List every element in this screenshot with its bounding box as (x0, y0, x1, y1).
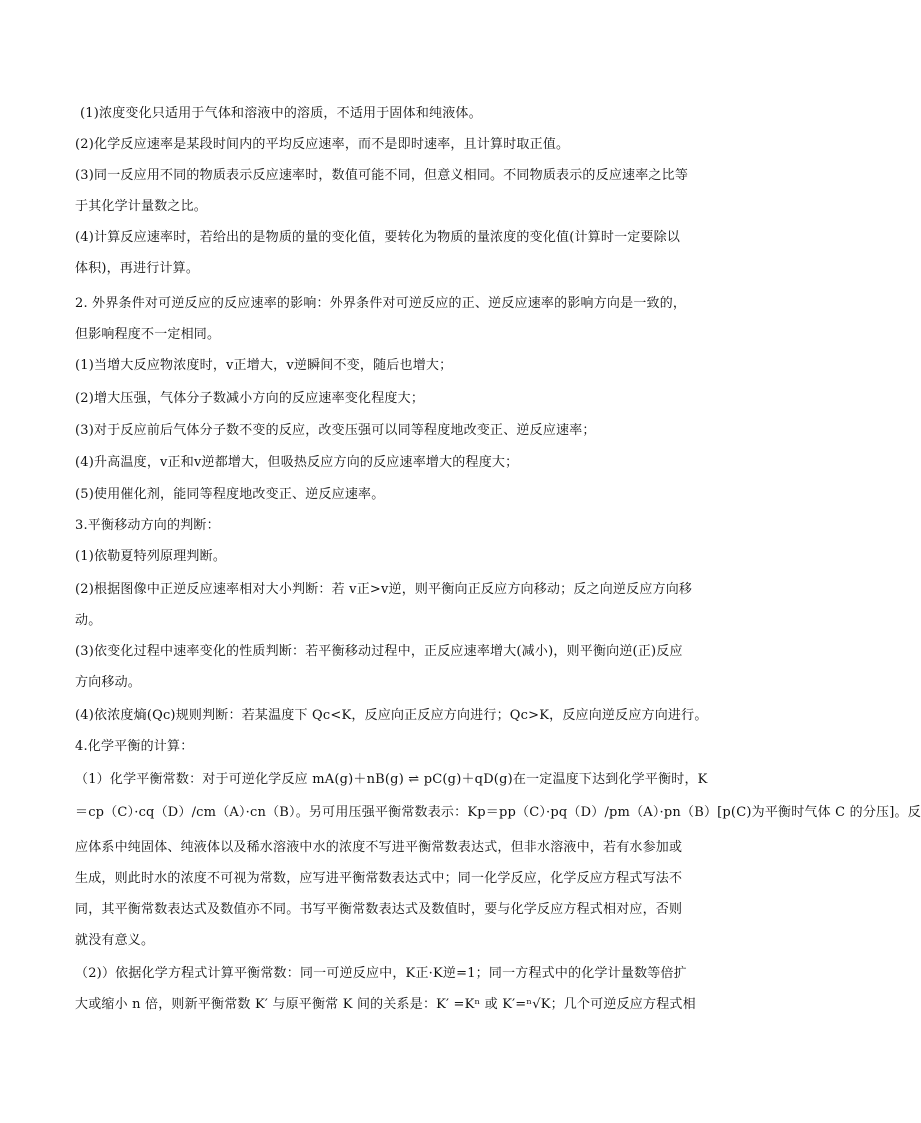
text-line: (4)依浓度熵(Qc)规则判断：若某温度下 Qc<K，反应向正反应方向进行；Qc>K，反应向逆反应方向进行。 (75, 708, 708, 723)
text-line: (3)同一反应用不同的物质表示反应速率时，数值可能不同，但意义相同。不同物质表示的反应速率之比等 (75, 168, 689, 183)
text-line: 大或缩小 n 倍，则新平衡常数 K′ 与原平衡常 K 间的关系是：K′ =Kⁿ 或 K′=ⁿ√K；几个可逆反应方程式相 (75, 997, 696, 1012)
text-line: (3)对于反应前后气体分子数不变的反应，改变压强可以同等程度地改变正、逆反应速率； (75, 423, 596, 438)
text-line: 生成，则此时水的浓度不可视为常数，应写进平衡常数表达式中；同一化学反应，化学反应方程式写法不 (75, 871, 683, 886)
text-line: (2)根据图像中正逆反应速率相对大小判断：若 v正>v逆，则平衡向正反应方向移动；反之向逆反应方向移 (75, 582, 693, 597)
text-line: 应体系中纯固体、纯液体以及稀水溶液中水的浓度不写进平衡常数表达式，但非水溶液中，若有水参加或 (75, 840, 683, 855)
text-line: 方向移动。 (75, 675, 142, 690)
section-heading: 3.平衡移动方向的判断： (75, 518, 220, 533)
text-line: 2. 外界条件对可逆反应的反应速率的影响：外界条件对可逆反应的正、逆反应速率的影响方向是一致的， (75, 296, 687, 311)
text-line: 但影响程度不一定相同。 (75, 327, 221, 342)
text-line: 就没有意义。 (75, 933, 155, 948)
text-line: (1)当增大反应物浓度时，v正增大，v逆瞬间不变，随后也增大； (75, 358, 453, 373)
section-heading: 4.化学平衡的计算： (75, 739, 194, 754)
text-line: 动。 (75, 613, 102, 628)
text-line: (4)升高温度，v正和v逆都增大，但吸热反应方向的反应速率增大的程度大； (75, 455, 519, 470)
text-line: (1)浓度变化只适用于气体和溶液中的溶质，不适用于固体和纯液体。 (80, 106, 482, 121)
text-line: 同，其平衡常数表达式及数值亦不同。书写平衡常数表达式及数值时，要与化学反应方程式相对应，否则 (75, 902, 683, 917)
text-line: (3)依变化过程中速率变化的性质判断：若平衡移动过程中，正反应速率增大(减小)，则平衡向逆(正)反应 (75, 644, 683, 659)
text-line: (2)化学反应速率是某段时间内的平均反应速率，而不是即时速率，且计算时取正值。 (75, 137, 570, 152)
text-line: 体积)，再进行计算。 (75, 261, 200, 276)
text-line: (1)依勒夏特列原理判断。 (75, 549, 227, 564)
text-line: （1）化学平衡常数：对于可逆化学反应 mA(g)＋nB(g) ⇌ pC(g)＋qD(g)在一定温度下达到化学平衡时，K (75, 772, 708, 787)
formula-line: ＝cp（C）·cq（D）/cm（A）·cn（B）。另可用压强平衡常数表示：Kp＝pp（C）·pq（D）/pm（A）·pn（B）[p(C)为平衡时气体 C 的分压]。反 (75, 805, 921, 820)
text-line: 于其化学计量数之比。 (75, 199, 208, 214)
text-line: (4)计算反应速率时，若给出的是物质的量的变化值，要转化为物质的量浓度的变化值(计算时一定要除以 (75, 230, 681, 245)
text-line: (2)增大压强，气体分子数减小方向的反应速率变化程度大； (75, 391, 425, 406)
text-line: (5)使用催化剂，能同等程度地改变正、逆反应速率。 (75, 487, 385, 502)
text-line: （2)）依据化学方程式计算平衡常数：同一可逆反应中，K正·K逆=1；同一方程式中的化学计量数等倍扩 (75, 966, 687, 981)
